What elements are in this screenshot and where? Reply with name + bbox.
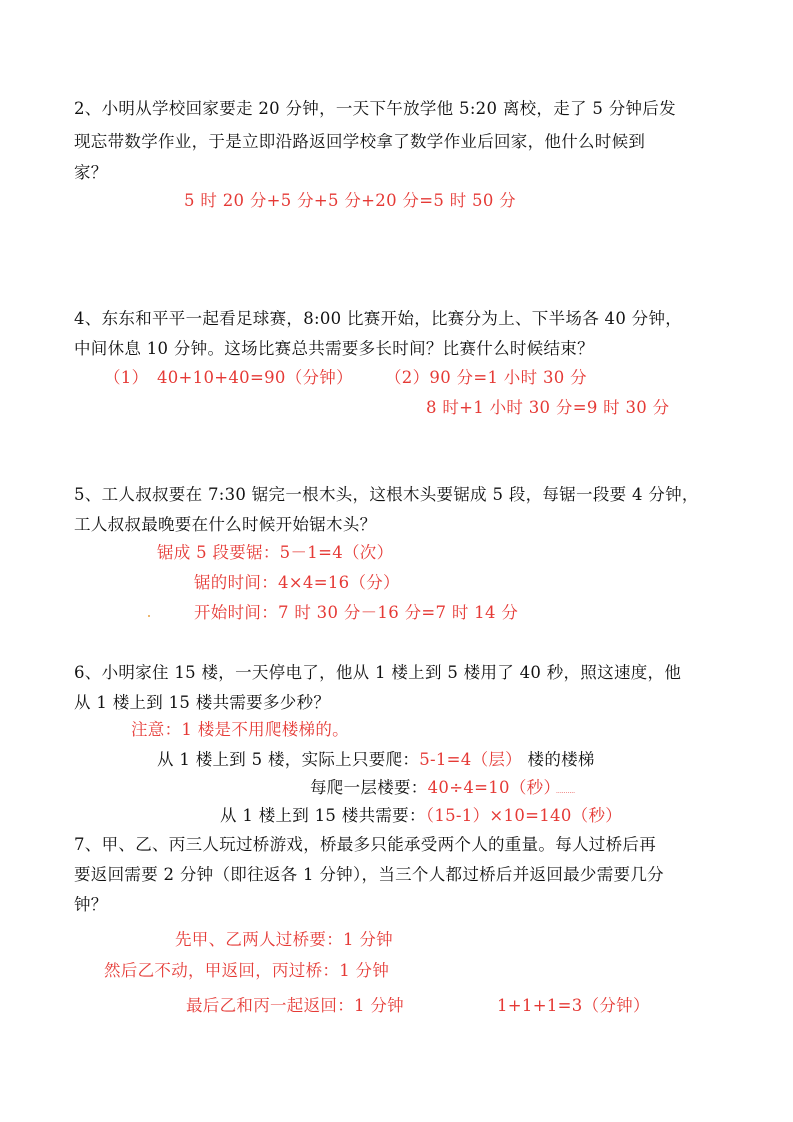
stray-mark — [148, 615, 150, 617]
q2-text-line2: 现忘带数学作业，于是立即沿路返回学校拿了数学作业后回家，他什么时候到 — [74, 132, 646, 151]
q5-answer2: 锯的时间：4×4=16（分） — [194, 573, 400, 592]
q2-text-line1: 2、小明从学校回家要走 20 分钟，一天下午放学他 5:20 离校，走了 5 分钟后发 — [74, 99, 676, 118]
q5-text-line2: 工人叔叔最晚要在什么时候开始锯木头？ — [74, 515, 377, 534]
q7-answer4: 1+1+1=3（分钟） — [497, 996, 650, 1015]
q6-step3-prefix: 从 1 楼上到 15 楼共需要： — [220, 806, 426, 825]
q7-answer2: 然后乙不动，甲返回，丙过桥：1 分钟 — [104, 961, 390, 980]
q4-answer2: （2）90 分=1 小时 30 分 — [385, 368, 587, 387]
q5-answer1: 锯成 5 段要锯：5－1=4（次） — [157, 543, 394, 562]
q7-answer3: 最后乙和丙一起返回：1 分钟 — [186, 996, 404, 1015]
q6-step2-prefix: 每爬一层楼要： — [310, 778, 428, 797]
q6-step2 — [310, 777, 560, 799]
q6-step3 — [220, 805, 622, 827]
q6-step2-value: 40÷4=10（秒） — [427, 778, 561, 797]
q6-note: 注意：1 楼是不用爬楼梯的。 — [131, 720, 349, 739]
q6-step1-prefix: 从 1 楼上到 5 楼，实际上只要爬： — [157, 750, 420, 769]
q6-step1-value: 5-1=4（层） — [419, 750, 522, 769]
q6-step1-suffix: 楼的楼梯 — [521, 750, 595, 769]
q6-text-line1: 6、小明家住 15 楼，一天停电了，他从 1 楼上到 5 楼用了 40 秒，照这速度，他 — [74, 663, 682, 682]
q2-text-line3: 家？ — [74, 163, 108, 182]
q4-answer3: 8 时+1 小时 30 分=9 时 30 分 — [426, 398, 670, 417]
q2-answer: 5 时 20 分+5 分+5 分+20 分=5 时 50 分 — [184, 191, 516, 210]
q4-text-line1: 4、东东和平平一起看足球赛，8:00 比赛开始，比赛分为上、下半场各 40 分钟， — [74, 309, 683, 328]
q6-step1 — [157, 749, 595, 771]
q7-text-line3: 钟？ — [74, 895, 108, 914]
q6-text-line2: 从 1 楼上到 15 楼共需要多少秒？ — [74, 693, 331, 712]
q7-text-line2: 要返回需要 2 分钟（即往返各 1 分钟），当三个人都过桥后并返回最少需要几分 — [74, 865, 664, 884]
q7-text-line1: 7、甲、乙、丙三人玩过桥游戏，桥最多只能承受两个人的重量。每人过桥后再 — [74, 835, 656, 854]
q5-answer3: 开始时间：7 时 30 分－16 分=7 时 14 分 — [194, 603, 519, 622]
q4-text-line2: 中间休息 10 分钟。这场比赛总共需要多长时间？比赛什么时候结束？ — [74, 339, 594, 358]
q7-answer1: 先甲、乙两人过桥要：1 分钟 — [175, 930, 393, 949]
q5-text-line1: 5、工人叔叔要在 7:30 锯完一根木头，这根木头要锯成 5 段，每锯一段要 4 分钟， — [74, 485, 699, 504]
q4-answer1: （1） 40+10+40=90（分钟） — [104, 368, 353, 387]
q6-step2-dots: .......... — [556, 788, 576, 795]
q6-step3-value: （15-1）×10=140（秒） — [425, 806, 623, 825]
